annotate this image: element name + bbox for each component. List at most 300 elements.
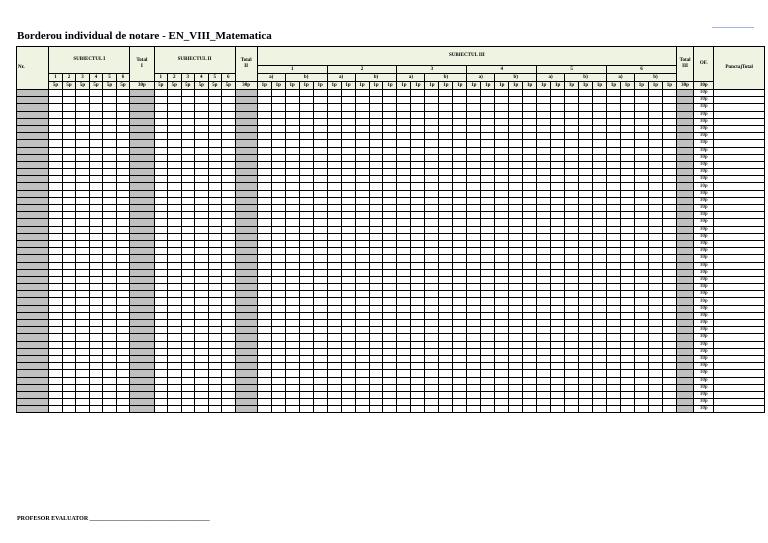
s3-score-cell[interactable]	[467, 226, 481, 233]
s2-score-cell[interactable]	[222, 377, 236, 384]
s1-score-cell[interactable]	[62, 111, 76, 118]
s1-score-cell[interactable]	[49, 262, 63, 269]
s2-score-cell[interactable]	[195, 205, 209, 212]
s1-score-cell[interactable]	[103, 406, 117, 413]
s3-score-cell[interactable]	[551, 212, 565, 219]
s3-score-cell[interactable]	[341, 161, 355, 168]
s2-score-cell[interactable]	[208, 118, 222, 125]
s1-score-cell[interactable]	[103, 90, 117, 97]
s3-score-cell[interactable]	[481, 219, 495, 226]
punctaj-total-cell[interactable]	[714, 90, 765, 97]
s1-score-cell[interactable]	[89, 269, 103, 276]
s2-score-cell[interactable]	[168, 176, 182, 183]
s3-score-cell[interactable]	[634, 406, 648, 413]
s3-score-cell[interactable]	[606, 291, 620, 298]
s3-score-cell[interactable]	[620, 327, 634, 334]
s3-score-cell[interactable]	[593, 233, 607, 240]
total-2-cell[interactable]	[235, 154, 257, 161]
s2-score-cell[interactable]	[195, 212, 209, 219]
s3-score-cell[interactable]	[299, 97, 313, 104]
s3-score-cell[interactable]	[285, 125, 299, 132]
s3-score-cell[interactable]	[271, 190, 285, 197]
s3-score-cell[interactable]	[648, 104, 662, 111]
s3-score-cell[interactable]	[425, 341, 439, 348]
s2-score-cell[interactable]	[181, 391, 195, 398]
s3-score-cell[interactable]	[271, 104, 285, 111]
s1-score-cell[interactable]	[89, 363, 103, 370]
s3-score-cell[interactable]	[271, 384, 285, 391]
s3-score-cell[interactable]	[411, 327, 425, 334]
s3-score-cell[interactable]	[355, 212, 369, 219]
s3-score-cell[interactable]	[620, 154, 634, 161]
s1-score-cell[interactable]	[116, 269, 130, 276]
s3-score-cell[interactable]	[299, 327, 313, 334]
s2-score-cell[interactable]	[168, 363, 182, 370]
s3-score-cell[interactable]	[662, 305, 676, 312]
s1-score-cell[interactable]	[103, 104, 117, 111]
s3-score-cell[interactable]	[313, 147, 327, 154]
s2-score-cell[interactable]	[208, 334, 222, 341]
s3-score-cell[interactable]	[662, 363, 676, 370]
s2-score-cell[interactable]	[168, 240, 182, 247]
s3-score-cell[interactable]	[425, 133, 439, 140]
s3-score-cell[interactable]	[579, 169, 593, 176]
total-3-cell[interactable]	[676, 147, 693, 154]
total-1-cell[interactable]	[130, 406, 154, 413]
s3-score-cell[interactable]	[551, 348, 565, 355]
s3-score-cell[interactable]	[397, 269, 411, 276]
s1-score-cell[interactable]	[103, 370, 117, 377]
s3-score-cell[interactable]	[383, 276, 397, 283]
s3-score-cell[interactable]	[495, 305, 509, 312]
s3-score-cell[interactable]	[425, 334, 439, 341]
s3-score-cell[interactable]	[271, 147, 285, 154]
s2-score-cell[interactable]	[168, 276, 182, 283]
s1-score-cell[interactable]	[49, 284, 63, 291]
s2-score-cell[interactable]	[222, 140, 236, 147]
s1-score-cell[interactable]	[76, 312, 90, 319]
s2-score-cell[interactable]	[222, 341, 236, 348]
s3-score-cell[interactable]	[495, 97, 509, 104]
s2-score-cell[interactable]	[208, 377, 222, 384]
s3-score-cell[interactable]	[579, 384, 593, 391]
s3-score-cell[interactable]	[439, 111, 453, 118]
s3-score-cell[interactable]	[509, 327, 523, 334]
s3-score-cell[interactable]	[383, 104, 397, 111]
s1-score-cell[interactable]	[62, 90, 76, 97]
s3-score-cell[interactable]	[495, 377, 509, 384]
total-3-cell[interactable]	[676, 355, 693, 362]
s3-score-cell[interactable]	[369, 104, 383, 111]
s3-score-cell[interactable]	[285, 240, 299, 247]
s3-score-cell[interactable]	[634, 334, 648, 341]
s3-score-cell[interactable]	[299, 125, 313, 132]
s3-score-cell[interactable]	[565, 111, 579, 118]
s1-score-cell[interactable]	[62, 233, 76, 240]
s3-score-cell[interactable]	[271, 298, 285, 305]
s1-score-cell[interactable]	[116, 183, 130, 190]
s3-score-cell[interactable]	[411, 111, 425, 118]
s1-score-cell[interactable]	[62, 125, 76, 132]
s2-score-cell[interactable]	[195, 320, 209, 327]
s3-score-cell[interactable]	[495, 341, 509, 348]
s3-score-cell[interactable]	[579, 312, 593, 319]
s3-score-cell[interactable]	[383, 248, 397, 255]
s3-score-cell[interactable]	[257, 111, 271, 118]
s3-score-cell[interactable]	[565, 406, 579, 413]
s3-score-cell[interactable]	[355, 269, 369, 276]
s2-score-cell[interactable]	[208, 125, 222, 132]
s3-score-cell[interactable]	[425, 226, 439, 233]
row-nr-cell[interactable]	[17, 154, 49, 161]
s3-score-cell[interactable]	[509, 334, 523, 341]
s3-score-cell[interactable]	[634, 133, 648, 140]
s2-score-cell[interactable]	[181, 212, 195, 219]
s3-score-cell[interactable]	[439, 284, 453, 291]
s1-score-cell[interactable]	[89, 305, 103, 312]
s3-score-cell[interactable]	[397, 305, 411, 312]
total-3-cell[interactable]	[676, 305, 693, 312]
s2-score-cell[interactable]	[195, 219, 209, 226]
s2-score-cell[interactable]	[181, 197, 195, 204]
s1-score-cell[interactable]	[89, 370, 103, 377]
s3-score-cell[interactable]	[327, 348, 341, 355]
s3-score-cell[interactable]	[355, 248, 369, 255]
s3-score-cell[interactable]	[467, 262, 481, 269]
row-nr-cell[interactable]	[17, 348, 49, 355]
s3-score-cell[interactable]	[495, 284, 509, 291]
s3-score-cell[interactable]	[411, 233, 425, 240]
s2-score-cell[interactable]	[195, 140, 209, 147]
s3-score-cell[interactable]	[327, 320, 341, 327]
s3-score-cell[interactable]	[369, 226, 383, 233]
s1-score-cell[interactable]	[89, 140, 103, 147]
s2-score-cell[interactable]	[154, 269, 168, 276]
s3-score-cell[interactable]	[495, 118, 509, 125]
s3-score-cell[interactable]	[411, 377, 425, 384]
s1-score-cell[interactable]	[62, 205, 76, 212]
s3-score-cell[interactable]	[481, 140, 495, 147]
s3-score-cell[interactable]	[257, 348, 271, 355]
s3-score-cell[interactable]	[634, 320, 648, 327]
s1-score-cell[interactable]	[89, 190, 103, 197]
s3-score-cell[interactable]	[606, 97, 620, 104]
s3-score-cell[interactable]	[593, 111, 607, 118]
s2-score-cell[interactable]	[222, 262, 236, 269]
s1-score-cell[interactable]	[103, 355, 117, 362]
s3-score-cell[interactable]	[271, 341, 285, 348]
s2-score-cell[interactable]	[195, 118, 209, 125]
s3-score-cell[interactable]	[662, 97, 676, 104]
s3-score-cell[interactable]	[425, 248, 439, 255]
s3-score-cell[interactable]	[565, 226, 579, 233]
s3-score-cell[interactable]	[313, 176, 327, 183]
total-3-cell[interactable]	[676, 298, 693, 305]
s3-score-cell[interactable]	[523, 240, 537, 247]
total-2-cell[interactable]	[235, 240, 257, 247]
total-1-cell[interactable]	[130, 355, 154, 362]
s3-score-cell[interactable]	[341, 176, 355, 183]
s2-score-cell[interactable]	[154, 90, 168, 97]
s2-score-cell[interactable]	[208, 97, 222, 104]
s2-score-cell[interactable]	[168, 154, 182, 161]
s3-score-cell[interactable]	[341, 377, 355, 384]
s1-score-cell[interactable]	[103, 384, 117, 391]
s2-score-cell[interactable]	[168, 399, 182, 406]
s3-score-cell[interactable]	[257, 97, 271, 104]
s1-score-cell[interactable]	[76, 298, 90, 305]
s2-score-cell[interactable]	[195, 399, 209, 406]
s1-score-cell[interactable]	[49, 276, 63, 283]
s3-score-cell[interactable]	[383, 348, 397, 355]
s3-score-cell[interactable]	[369, 341, 383, 348]
s3-score-cell[interactable]	[341, 298, 355, 305]
s3-score-cell[interactable]	[439, 190, 453, 197]
s3-score-cell[interactable]	[327, 111, 341, 118]
s3-score-cell[interactable]	[257, 240, 271, 247]
s3-score-cell[interactable]	[327, 291, 341, 298]
s3-score-cell[interactable]	[551, 384, 565, 391]
s3-score-cell[interactable]	[299, 133, 313, 140]
s3-score-cell[interactable]	[648, 176, 662, 183]
s1-score-cell[interactable]	[103, 327, 117, 334]
s3-score-cell[interactable]	[299, 176, 313, 183]
s2-score-cell[interactable]	[181, 334, 195, 341]
s3-score-cell[interactable]	[467, 118, 481, 125]
s2-score-cell[interactable]	[168, 133, 182, 140]
s3-score-cell[interactable]	[397, 205, 411, 212]
s3-score-cell[interactable]	[579, 183, 593, 190]
s3-score-cell[interactable]	[341, 197, 355, 204]
s3-score-cell[interactable]	[593, 104, 607, 111]
s3-score-cell[interactable]	[327, 140, 341, 147]
total-3-cell[interactable]	[676, 183, 693, 190]
s1-score-cell[interactable]	[89, 298, 103, 305]
s1-score-cell[interactable]	[62, 291, 76, 298]
s3-score-cell[interactable]	[606, 276, 620, 283]
s3-score-cell[interactable]	[662, 118, 676, 125]
s3-score-cell[interactable]	[523, 348, 537, 355]
s3-score-cell[interactable]	[467, 169, 481, 176]
punctaj-total-cell[interactable]	[714, 233, 765, 240]
s3-score-cell[interactable]	[593, 154, 607, 161]
s3-score-cell[interactable]	[313, 341, 327, 348]
s1-score-cell[interactable]	[76, 140, 90, 147]
s3-score-cell[interactable]	[285, 355, 299, 362]
total-2-cell[interactable]	[235, 384, 257, 391]
s3-score-cell[interactable]	[299, 269, 313, 276]
s1-score-cell[interactable]	[89, 205, 103, 212]
s3-score-cell[interactable]	[271, 140, 285, 147]
s3-score-cell[interactable]	[579, 391, 593, 398]
s2-score-cell[interactable]	[181, 276, 195, 283]
s3-score-cell[interactable]	[648, 327, 662, 334]
s2-score-cell[interactable]	[154, 118, 168, 125]
s1-score-cell[interactable]	[89, 118, 103, 125]
s2-score-cell[interactable]	[181, 355, 195, 362]
s1-score-cell[interactable]	[76, 284, 90, 291]
s3-score-cell[interactable]	[523, 161, 537, 168]
s2-score-cell[interactable]	[181, 269, 195, 276]
s3-score-cell[interactable]	[634, 370, 648, 377]
s2-score-cell[interactable]	[154, 298, 168, 305]
s3-score-cell[interactable]	[313, 284, 327, 291]
s3-score-cell[interactable]	[551, 190, 565, 197]
s3-score-cell[interactable]	[341, 118, 355, 125]
s3-score-cell[interactable]	[397, 176, 411, 183]
s3-score-cell[interactable]	[634, 140, 648, 147]
s3-score-cell[interactable]	[369, 90, 383, 97]
s3-score-cell[interactable]	[425, 212, 439, 219]
s3-score-cell[interactable]	[523, 140, 537, 147]
s2-score-cell[interactable]	[222, 197, 236, 204]
s1-score-cell[interactable]	[89, 276, 103, 283]
s3-score-cell[interactable]	[648, 305, 662, 312]
s3-score-cell[interactable]	[551, 125, 565, 132]
s3-score-cell[interactable]	[551, 377, 565, 384]
s1-score-cell[interactable]	[76, 197, 90, 204]
s2-score-cell[interactable]	[154, 111, 168, 118]
s2-score-cell[interactable]	[154, 284, 168, 291]
s3-score-cell[interactable]	[551, 406, 565, 413]
s2-score-cell[interactable]	[168, 269, 182, 276]
s3-score-cell[interactable]	[565, 233, 579, 240]
s2-score-cell[interactable]	[195, 406, 209, 413]
s3-score-cell[interactable]	[411, 255, 425, 262]
s1-score-cell[interactable]	[49, 255, 63, 262]
total-3-cell[interactable]	[676, 111, 693, 118]
s3-score-cell[interactable]	[411, 341, 425, 348]
s3-score-cell[interactable]	[662, 219, 676, 226]
s3-score-cell[interactable]	[467, 176, 481, 183]
s2-score-cell[interactable]	[168, 377, 182, 384]
s3-score-cell[interactable]	[313, 312, 327, 319]
s3-score-cell[interactable]	[593, 305, 607, 312]
s3-score-cell[interactable]	[271, 348, 285, 355]
s3-score-cell[interactable]	[537, 334, 551, 341]
s3-score-cell[interactable]	[537, 399, 551, 406]
s3-score-cell[interactable]	[285, 334, 299, 341]
s3-score-cell[interactable]	[523, 197, 537, 204]
s3-score-cell[interactable]	[453, 190, 467, 197]
s2-score-cell[interactable]	[195, 334, 209, 341]
s3-score-cell[interactable]	[271, 262, 285, 269]
total-2-cell[interactable]	[235, 298, 257, 305]
s3-score-cell[interactable]	[551, 90, 565, 97]
s3-score-cell[interactable]	[439, 125, 453, 132]
s1-score-cell[interactable]	[76, 355, 90, 362]
s2-score-cell[interactable]	[195, 90, 209, 97]
s3-score-cell[interactable]	[257, 197, 271, 204]
s2-score-cell[interactable]	[168, 291, 182, 298]
s3-score-cell[interactable]	[285, 133, 299, 140]
s3-score-cell[interactable]	[495, 125, 509, 132]
s3-score-cell[interactable]	[662, 269, 676, 276]
s3-score-cell[interactable]	[439, 154, 453, 161]
s3-score-cell[interactable]	[439, 363, 453, 370]
s3-score-cell[interactable]	[271, 269, 285, 276]
s3-score-cell[interactable]	[257, 219, 271, 226]
s3-score-cell[interactable]	[327, 90, 341, 97]
s3-score-cell[interactable]	[383, 233, 397, 240]
s3-score-cell[interactable]	[439, 169, 453, 176]
s2-score-cell[interactable]	[222, 312, 236, 319]
s3-score-cell[interactable]	[606, 90, 620, 97]
s2-score-cell[interactable]	[154, 176, 168, 183]
s2-score-cell[interactable]	[208, 269, 222, 276]
s3-score-cell[interactable]	[495, 363, 509, 370]
s2-score-cell[interactable]	[168, 334, 182, 341]
s3-score-cell[interactable]	[341, 104, 355, 111]
s2-score-cell[interactable]	[222, 255, 236, 262]
s3-score-cell[interactable]	[355, 176, 369, 183]
s3-score-cell[interactable]	[509, 391, 523, 398]
total-2-cell[interactable]	[235, 133, 257, 140]
s3-score-cell[interactable]	[341, 255, 355, 262]
s1-score-cell[interactable]	[116, 212, 130, 219]
s3-score-cell[interactable]	[593, 399, 607, 406]
s2-score-cell[interactable]	[168, 219, 182, 226]
s3-score-cell[interactable]	[453, 320, 467, 327]
total-2-cell[interactable]	[235, 305, 257, 312]
s3-score-cell[interactable]	[411, 219, 425, 226]
s1-score-cell[interactable]	[76, 255, 90, 262]
s3-score-cell[interactable]	[481, 240, 495, 247]
s1-score-cell[interactable]	[116, 355, 130, 362]
s1-score-cell[interactable]	[49, 111, 63, 118]
s3-score-cell[interactable]	[537, 205, 551, 212]
s3-score-cell[interactable]	[565, 327, 579, 334]
s3-score-cell[interactable]	[299, 276, 313, 283]
s3-score-cell[interactable]	[467, 348, 481, 355]
total-2-cell[interactable]	[235, 255, 257, 262]
s3-score-cell[interactable]	[579, 284, 593, 291]
s3-score-cell[interactable]	[411, 370, 425, 377]
s2-score-cell[interactable]	[195, 111, 209, 118]
s3-score-cell[interactable]	[327, 248, 341, 255]
s3-score-cell[interactable]	[369, 240, 383, 247]
s3-score-cell[interactable]	[411, 125, 425, 132]
s3-score-cell[interactable]	[257, 399, 271, 406]
s3-score-cell[interactable]	[648, 276, 662, 283]
s1-score-cell[interactable]	[103, 133, 117, 140]
s3-score-cell[interactable]	[257, 327, 271, 334]
s2-score-cell[interactable]	[195, 104, 209, 111]
s3-score-cell[interactable]	[551, 226, 565, 233]
s2-score-cell[interactable]	[195, 312, 209, 319]
s2-score-cell[interactable]	[181, 341, 195, 348]
s3-score-cell[interactable]	[662, 212, 676, 219]
s1-score-cell[interactable]	[89, 399, 103, 406]
s3-score-cell[interactable]	[425, 284, 439, 291]
s1-score-cell[interactable]	[103, 147, 117, 154]
total-1-cell[interactable]	[130, 305, 154, 312]
s3-score-cell[interactable]	[313, 226, 327, 233]
s3-score-cell[interactable]	[537, 125, 551, 132]
s3-score-cell[interactable]	[313, 205, 327, 212]
s3-score-cell[interactable]	[662, 90, 676, 97]
s1-score-cell[interactable]	[49, 147, 63, 154]
s3-score-cell[interactable]	[383, 391, 397, 398]
s2-score-cell[interactable]	[208, 161, 222, 168]
s1-score-cell[interactable]	[116, 391, 130, 398]
s3-score-cell[interactable]	[565, 140, 579, 147]
s3-score-cell[interactable]	[285, 169, 299, 176]
s3-score-cell[interactable]	[425, 384, 439, 391]
s2-score-cell[interactable]	[222, 176, 236, 183]
s1-score-cell[interactable]	[49, 384, 63, 391]
s3-score-cell[interactable]	[481, 298, 495, 305]
